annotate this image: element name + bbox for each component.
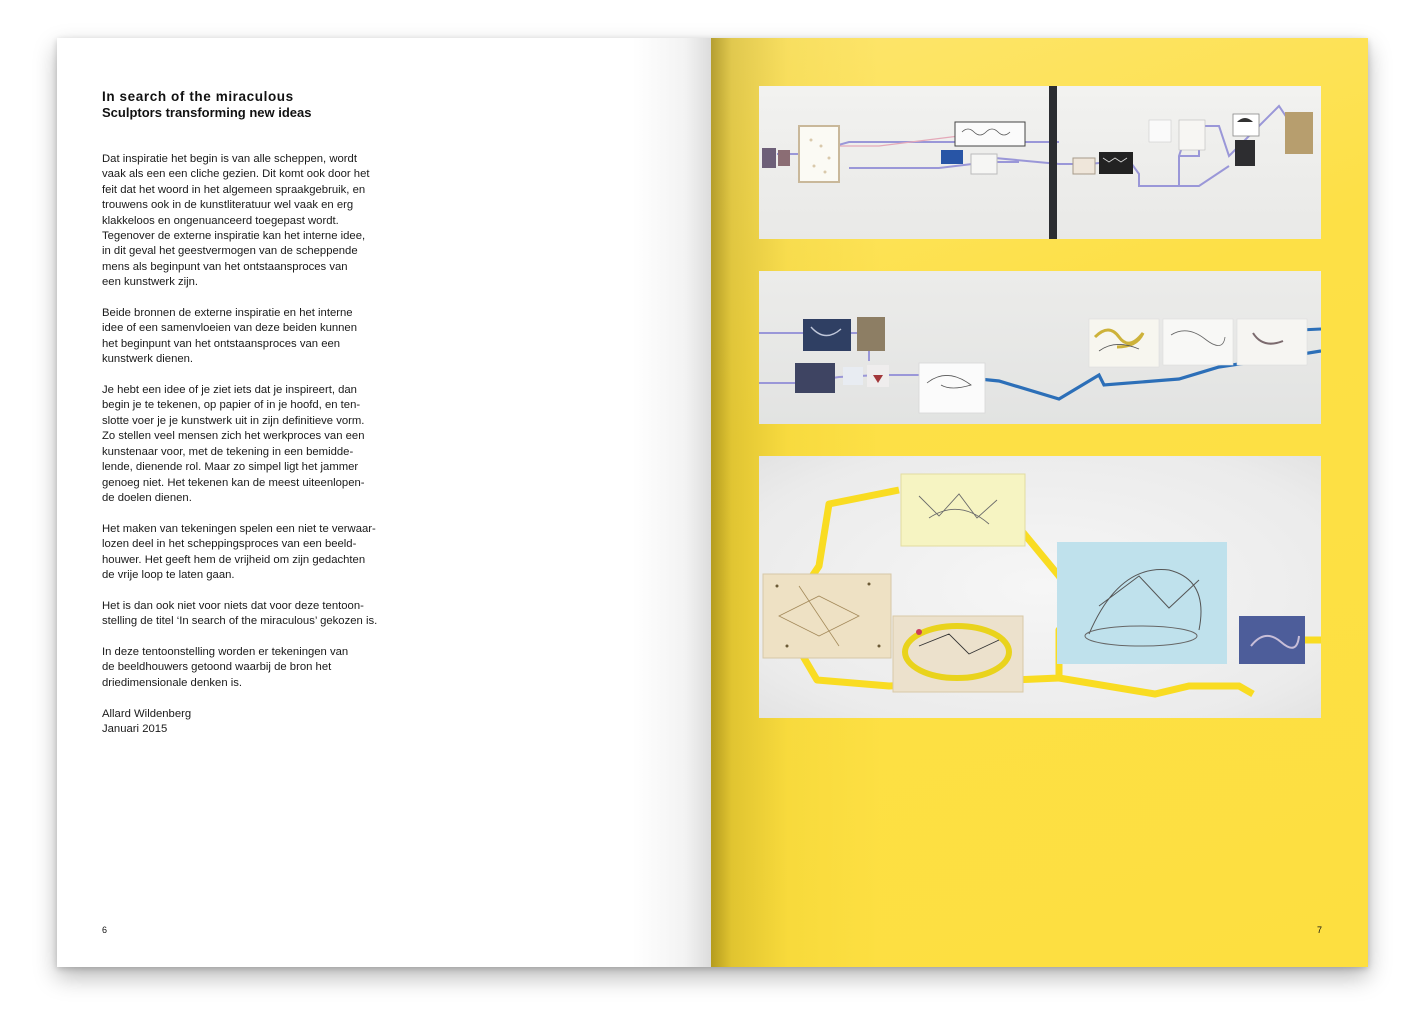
paragraph-1: Dat inspiratie het begin is van alle scheppen, wordt vaak als een een cliche gezien. Dit komt ook door het feit dat het woord in het algemeen spraakgebruik, en trouwens ook in de kunstliteratuur wel vaak en erg klakkeloos en ongenuanceerd toegepast wordt. Tegenover de externe inspiratie kan het interne idee, in dit geval het geestvermogen van de scheppende mens als beginpunt van het ontstaansproces van een kunstwerk zijn. (102, 153, 370, 289)
exhibition-photo-2 (759, 271, 1321, 424)
paragraph-3: Je hebt een idee of je ziet iets dat je inspireert, dan begin je te tekenen, op papier of in je hoofd, en ten- slotte voer je je kunstwerk uit in zijn definitieve vorm. Zo stellen veel mensen zich het werkproces van een kunstenaar voor, met de tekening in een bemidde- lende, dienende rol. Maar zo simpel ligt het jammer genoeg niet. Het tekenen kan de meest uiteenlopen- de doelen dienen. (102, 384, 365, 504)
article-body (102, 152, 392, 753)
left-page (57, 38, 711, 967)
paragraph-2: Beide bronnen de externe inspiratie en het interne idee of een samenvloeien van deze beiden kunnen het beginpunt van het ontstaansproces van een kunstwerk dienen. (102, 307, 358, 366)
exhibition-photo-1 (759, 86, 1321, 239)
exhibition-photo-3 (759, 456, 1321, 718)
page-number-right: 7 (1316, 925, 1322, 935)
right-page (711, 38, 1368, 967)
brochure-spread (57, 38, 1368, 967)
page-subtitle: Sculptors transforming new ideas (102, 105, 312, 120)
paragraph-4: Het maken van tekeningen spelen een niet te verwaar- lozen deel in het scheppingsproces van een beeld- houwer. Het geeft hem de vrijheid om zijn gedachten de vrije loop te laten gaan. (102, 522, 376, 581)
author-signature: Allard Wildenberg Januari 2015 (102, 707, 192, 735)
page-title: In search of the miraculous (102, 89, 294, 104)
page-number-left: 6 (102, 925, 108, 935)
paragraph-6: In deze tentoonstelling worden er tekeningen van de beeldhouwers getoond waarbij de bron het driedimensionale denken is. (102, 645, 349, 689)
paragraph-5: Het is dan ook niet voor niets dat voor deze tentoon- stelling de titel ‘In search of the miraculous’ gekozen is. (102, 599, 378, 628)
